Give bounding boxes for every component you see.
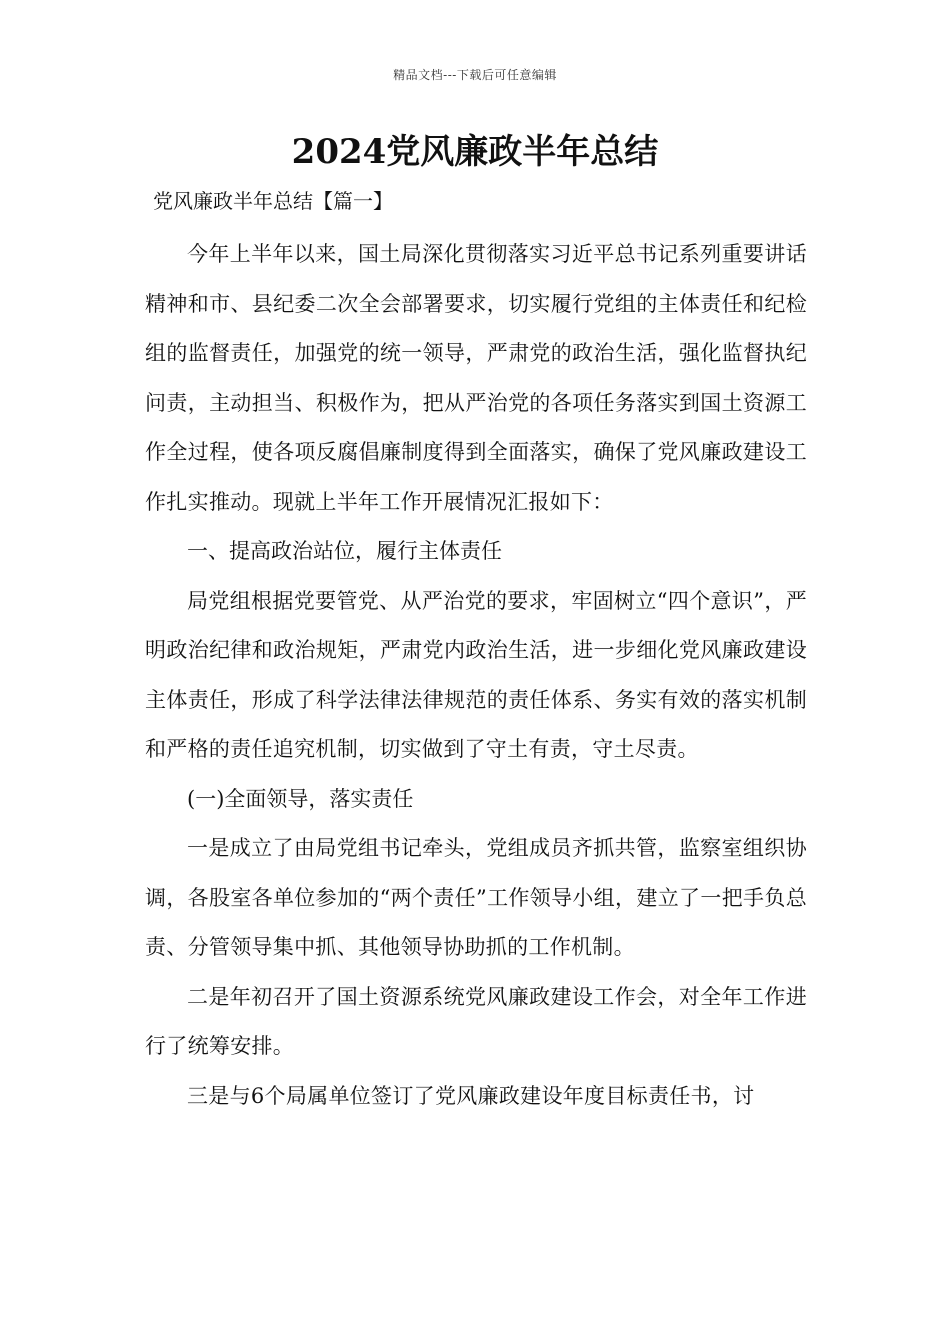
subsection-heading-1: (一)全面领导，落实责任 <box>187 786 414 811</box>
document-body <box>145 180 807 1121</box>
section-heading-1: 一、提高政治站位，履行主体责任 <box>187 539 502 563</box>
paragraph-item-3: 三是与6个局属单位签订了党风廉政建设年度目标责任书，讨 <box>187 1083 755 1108</box>
document-subtitle: 党风廉政半年总结【篇一】 <box>153 189 393 213</box>
document-title: 2024党风廉政半年总结 <box>291 132 659 172</box>
paragraph-item-1: 一是成立了由局党组书记牵头，党组成员齐抓共管，监察室组织协调，各股室各单位参加的“两个责任”工作领导小组，建立了一把手负总责、分管领导集中抓、其他领导协助抓的工作机制。 <box>145 836 807 959</box>
paragraph-section-1: 局党组根据党要管党、从严治党的要求，牢固树立“四个意识”，严明政治纪律和政治规矩，严肃党内政治生活，进一步细化党风廉政建设主体责任，形成了科学法律法律规范的责任体系、务实有效的落实机制和严格的责任追究机制，切实做到了守土有责，守土尽责。 <box>145 588 807 761</box>
paragraph-item-2: 二是年初召开了国土资源系统党风廉政建设工作会，对全年工作进行了统筹安排。 <box>145 984 807 1058</box>
header-note: 精品文档---下载后可任意编辑 <box>393 68 557 82</box>
paragraph-intro: 今年上半年以来，国土局深化贯彻落实习近平总书记系列重要讲话精神和市、县纪委二次全会部署要求，切实履行党组的主体责任和纪检组的监督责任，加强党的统一领导，严肃党的政治生活，强化监督执纪问责，主动担当、积极作为，把从严治党的各项任务落实到国土资源工作全过程，使各项反腐倡廉制度得到全面落实，确保了党风廉政建设工作扎实推动。现就上半年工作开展情况汇报如下： <box>145 242 807 514</box>
